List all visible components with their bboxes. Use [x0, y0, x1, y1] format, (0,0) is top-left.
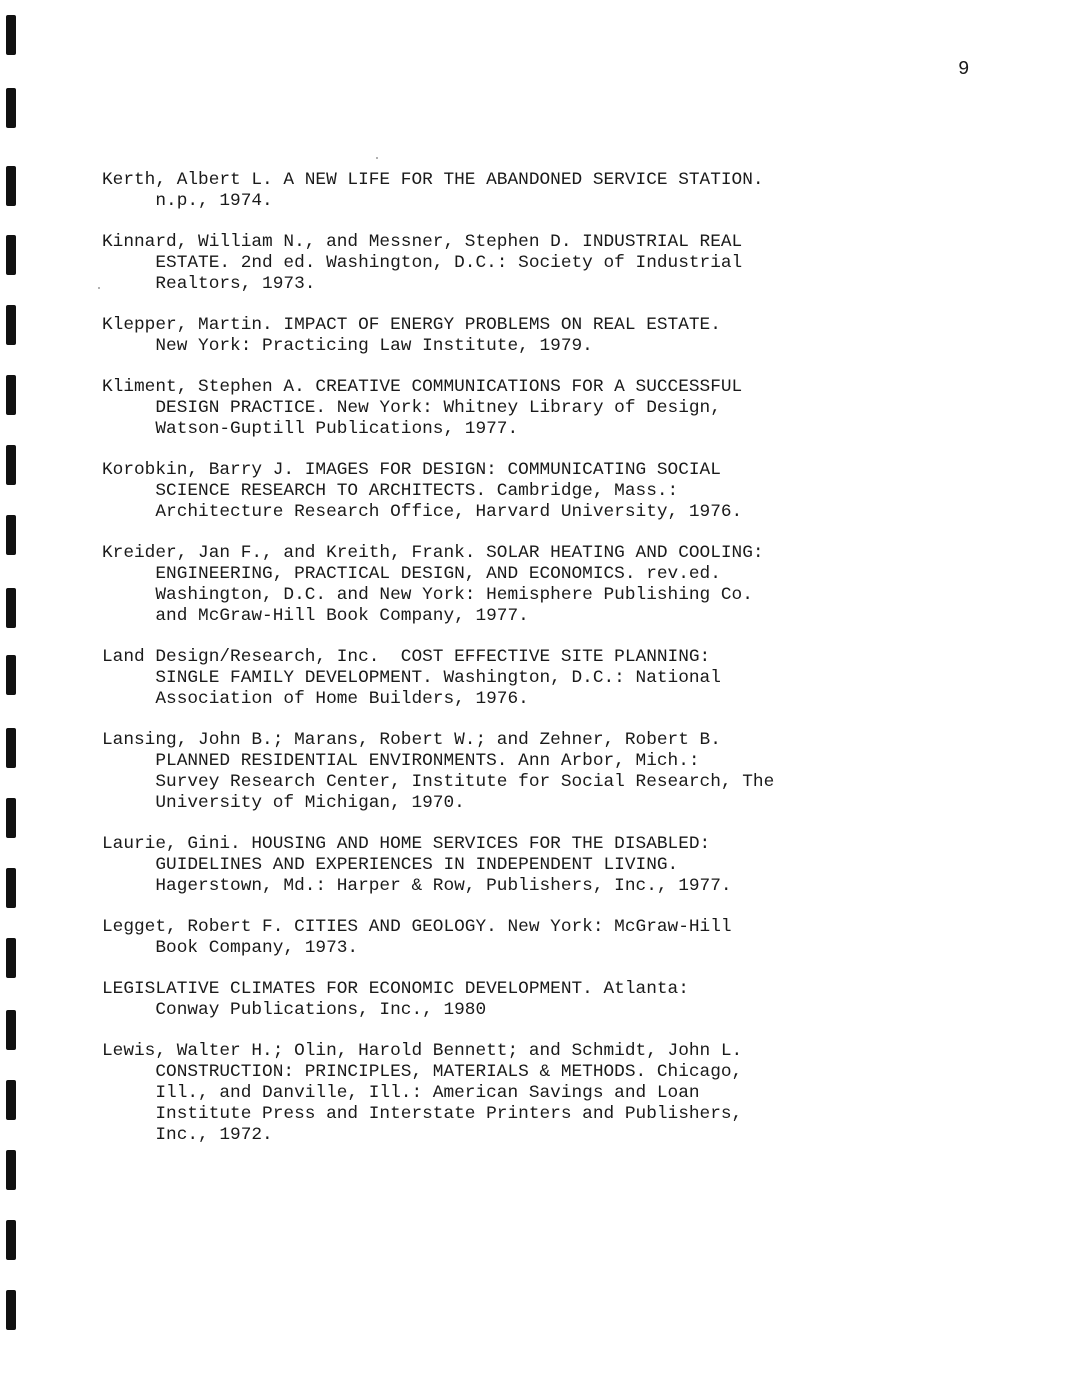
- punch-hole-mark: [6, 588, 16, 628]
- scan-speck: [376, 157, 378, 159]
- entry-continuation-line: Ill., and Danville, Ill.: American Savings and Loan: [102, 1083, 700, 1103]
- entry-continuation-line: CONSTRUCTION: PRINCIPLES, MATERIALS & METHODS. Chicago,: [102, 1062, 743, 1082]
- bibliography-entry: [102, 460, 952, 523]
- entry-first-line: Klepper, Martin. IMPACT OF ENERGY PROBLEMS ON REAL ESTATE.: [102, 315, 721, 335]
- bibliography-entry: [102, 377, 952, 440]
- entry-first-line: Laurie, Gini. HOUSING AND HOME SERVICES FOR THE DISABLED:: [102, 834, 711, 854]
- punch-hole-mark: [6, 1150, 16, 1190]
- entry-continuation-line: SCIENCE RESEARCH TO ARCHITECTS. Cambridge, Mass.:: [102, 481, 679, 501]
- entry-first-line: Land Design/Research, Inc. COST EFFECTIVE SITE PLANNING:: [102, 647, 711, 667]
- punch-hole-mark: [6, 375, 16, 415]
- entry-continuation-line: ENGINEERING, PRACTICAL DESIGN, AND ECONOMICS. rev.ed.: [102, 564, 721, 584]
- bibliography-entry: [102, 232, 952, 295]
- entry-continuation-line: Book Company, 1973.: [102, 938, 359, 958]
- entry-first-line: Kinnard, William N., and Messner, Stephen D. INDUSTRIAL REAL: [102, 232, 743, 252]
- bibliography-entry: [102, 315, 952, 357]
- bibliography-list: [102, 170, 952, 1166]
- binder-punch-holes: [0, 0, 30, 1380]
- bibliography-entry: [102, 543, 952, 627]
- punch-hole-mark: [6, 938, 16, 978]
- punch-hole-mark: [6, 1080, 16, 1120]
- entry-continuation-line: GUIDELINES AND EXPERIENCES IN INDEPENDENT LIVING.: [102, 855, 679, 875]
- punch-hole-mark: [6, 798, 16, 838]
- entry-continuation-line: New York: Practicing Law Institute, 1979.: [102, 336, 593, 356]
- bibliography-entry: [102, 730, 952, 814]
- entry-continuation-line: Washington, D.C. and New York: Hemisphere Publishing Co.: [102, 585, 753, 605]
- entry-continuation-line: Institute Press and Interstate Printers and Publishers,: [102, 1104, 743, 1124]
- bibliography-entry: [102, 1041, 952, 1146]
- entry-first-line: Kreider, Jan F., and Kreith, Frank. SOLAR HEATING AND COOLING:: [102, 543, 764, 563]
- bibliography-entry: [102, 917, 952, 959]
- punch-hole-mark: [6, 1290, 16, 1330]
- bibliography-entry: [102, 170, 952, 212]
- entry-continuation-line: ESTATE. 2nd ed. Washington, D.C.: Society of Industrial: [102, 253, 743, 273]
- entry-continuation-line: Inc., 1972.: [102, 1125, 273, 1145]
- scan-speck: [98, 287, 100, 289]
- punch-hole-mark: [6, 655, 16, 695]
- entry-continuation-line: Survey Research Center, Institute for Social Research, The: [102, 772, 775, 792]
- entry-continuation-line: University of Michigan, 1970.: [102, 793, 465, 813]
- entry-continuation-line: Architecture Research Office, Harvard University, 1976.: [102, 502, 743, 522]
- punch-hole-mark: [6, 166, 16, 206]
- punch-hole-mark: [6, 1010, 16, 1050]
- entry-first-line: Kerth, Albert L. A NEW LIFE FOR THE ABANDONED SERVICE STATION.: [102, 170, 764, 190]
- bibliography-entry: [102, 647, 952, 710]
- entry-continuation-line: Realtors, 1973.: [102, 274, 316, 294]
- punch-hole-mark: [6, 15, 16, 55]
- punch-hole-mark: [6, 305, 16, 345]
- entry-continuation-line: SINGLE FAMILY DEVELOPMENT. Washington, D.C.: National: [102, 668, 721, 688]
- entry-continuation-line: Association of Home Builders, 1976.: [102, 689, 529, 709]
- page-number: 9: [958, 58, 970, 80]
- punch-hole-mark: [6, 1220, 16, 1260]
- bibliography-entry: [102, 834, 952, 897]
- entry-first-line: Korobkin, Barry J. IMAGES FOR DESIGN: COMMUNICATING SOCIAL: [102, 460, 721, 480]
- entry-first-line: Kliment, Stephen A. CREATIVE COMMUNICATIONS FOR A SUCCESSFUL: [102, 377, 743, 397]
- entry-continuation-line: DESIGN PRACTICE. New York: Whitney Library of Design,: [102, 398, 721, 418]
- entry-first-line: Lansing, John B.; Marans, Robert W.; and Zehner, Robert B.: [102, 730, 721, 750]
- entry-continuation-line: Watson-Guptill Publications, 1977.: [102, 419, 519, 439]
- entry-continuation-line: PLANNED RESIDENTIAL ENVIRONMENTS. Ann Arbor, Mich.:: [102, 751, 700, 771]
- entry-first-line: Legget, Robert F. CITIES AND GEOLOGY. New York: McGraw-Hill: [102, 917, 732, 937]
- entry-continuation-line: n.p., 1974.: [102, 191, 273, 211]
- punch-hole-mark: [6, 445, 16, 485]
- punch-hole-mark: [6, 235, 16, 275]
- entry-continuation-line: Conway Publications, Inc., 1980: [102, 1000, 487, 1020]
- entry-first-line: LEGISLATIVE CLIMATES FOR ECONOMIC DEVELOPMENT. Atlanta:: [102, 979, 689, 999]
- entry-first-line: Lewis, Walter H.; Olin, Harold Bennett; and Schmidt, John L.: [102, 1041, 743, 1061]
- punch-hole-mark: [6, 88, 16, 128]
- entry-continuation-line: and McGraw-Hill Book Company, 1977.: [102, 606, 529, 626]
- punch-hole-mark: [6, 868, 16, 908]
- entry-continuation-line: Hagerstown, Md.: Harper & Row, Publishers, Inc., 1977.: [102, 876, 732, 896]
- bibliography-entry: [102, 979, 952, 1021]
- punch-hole-mark: [6, 515, 16, 555]
- punch-hole-mark: [6, 728, 16, 768]
